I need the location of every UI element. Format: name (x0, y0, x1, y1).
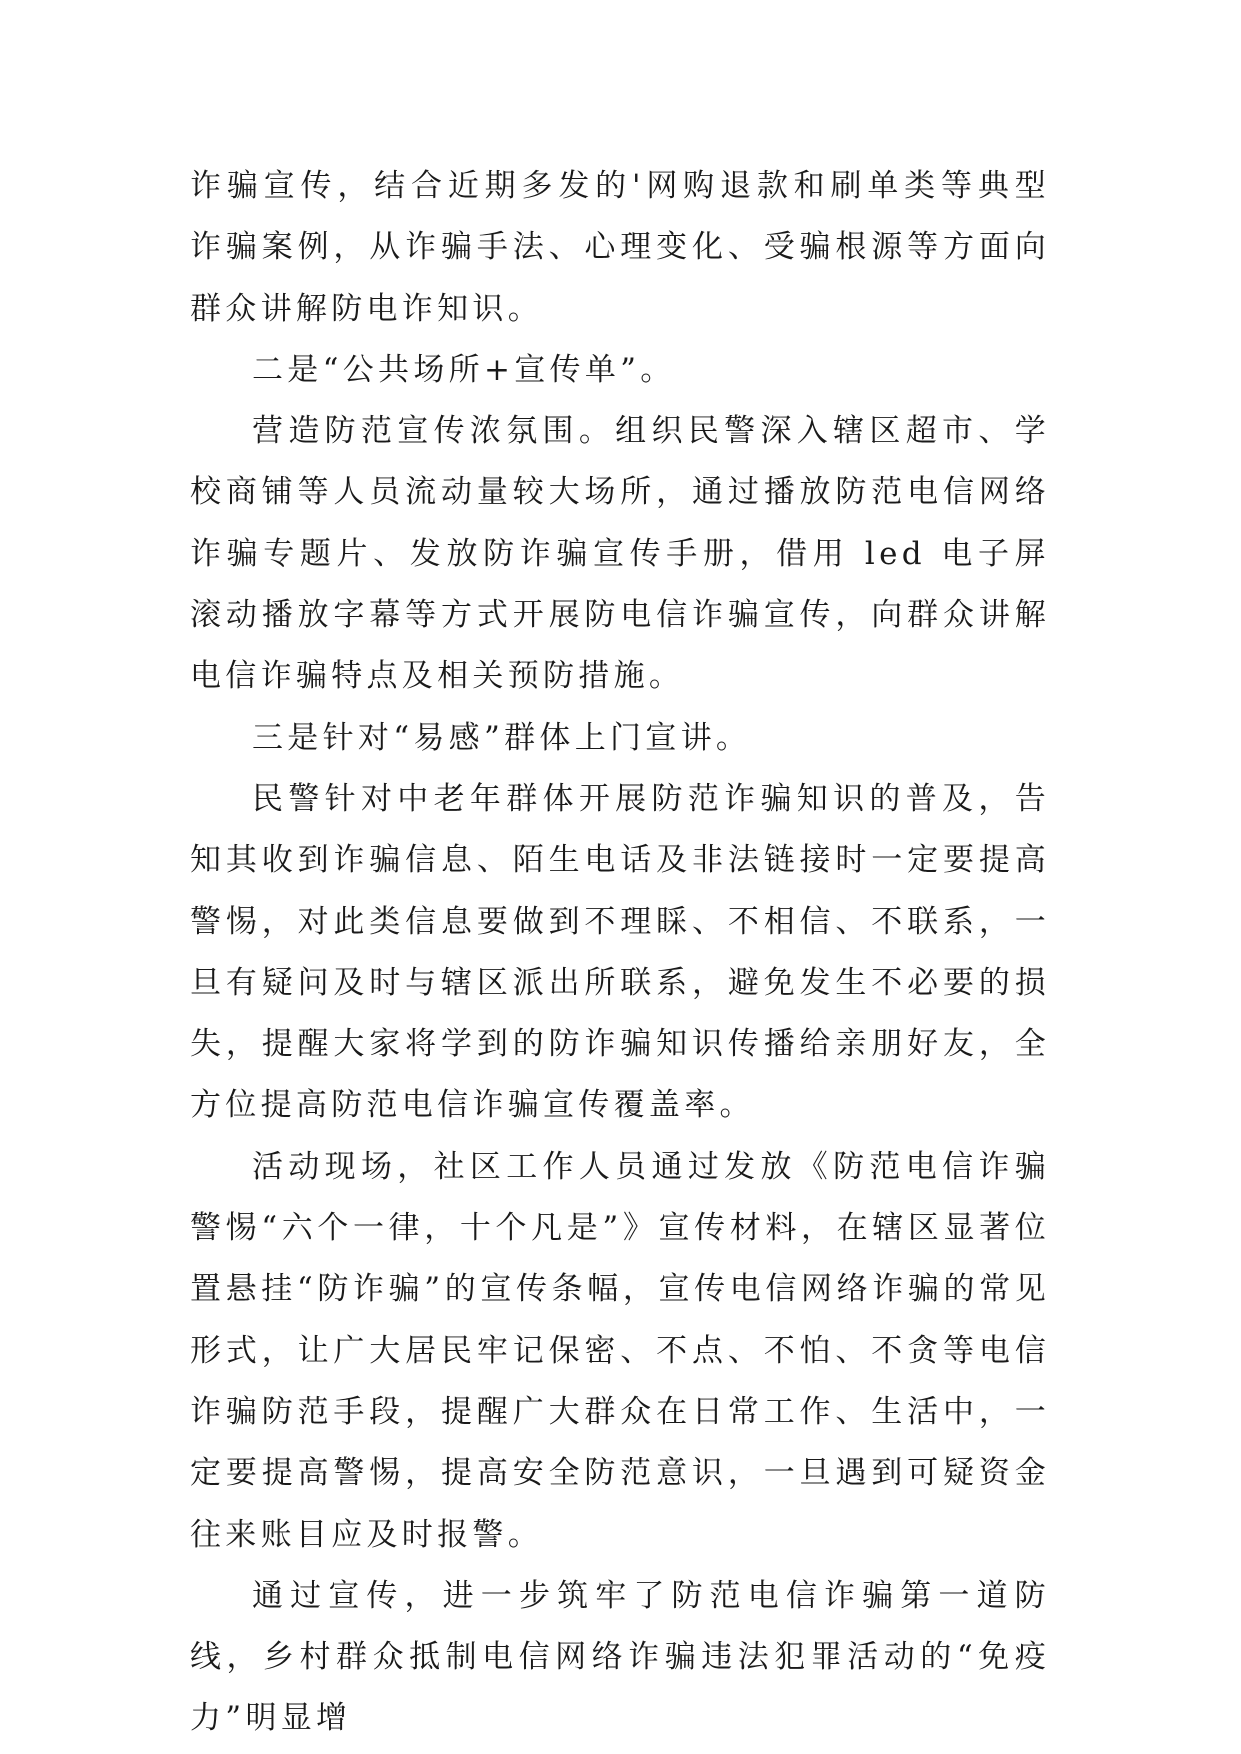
paragraph-3: 营造防范宣传浓氛围。组织民警深入辖区超市、学校商铺等人员流动量较大场所，通过播放防范电信网络诈骗专题片、发放防诈骗宣传手册，借用 led 电子屏滚动播放字幕等方式开展防电信诈骗宣传，向群众讲解电信诈骗特点及相关预防措施。 (190, 413, 1050, 695)
paragraph-4-heading: 三是针对“易感”群体上门宣讲。 (252, 719, 752, 756)
paragraph-1: 诈骗宣传，结合近期多发的'网购退款和刷单类等典型诈骗案例，从诈骗手法、心理变化、受骗根源等方面向群众讲解防电诈知识。 (190, 168, 1050, 327)
paragraph-6: 活动现场，社区工作人员通过发放《防范电信诈骗警惕“六个一律，十个凡是”》宣传材料，在辖区显著位置悬挂“防诈骗”的宣传条幅，宣传电信网络诈骗的常见形式，让广大居民牢记保密、不点、不怕、不贪等电信诈骗防范手段，提醒广大群众在日常工作、生活中，一定要提高警惕，提高安全防范意识，一旦遇到可疑资金往来账目应及时报警。 (190, 1148, 1050, 1553)
paragraph-5: 民警针对中老年群体开展防范诈骗知识的普及，告知其收到诈骗信息、陌生电话及非法链接时一定要提高警惕，对此类信息要做到不理睬、不相信、不联系，一旦有疑问及时与辖区派出所联系，避免发生不必要的损失，提醒大家将学到的防诈骗知识传播给亲朋好友，全方位提高防范电信诈骗宣传覆盖率。 (190, 780, 1050, 1124)
document-page (190, 156, 1050, 1750)
paragraph-2-heading: 二是“公共场所+宣传单”。 (252, 351, 676, 388)
paragraph-7: 通过宣传，进一步筑牢了防范电信诈骗第一道防线，乡村群众抵制电信网络诈骗违法犯罪活动的“免疫力”明显增 (190, 1577, 1050, 1737)
